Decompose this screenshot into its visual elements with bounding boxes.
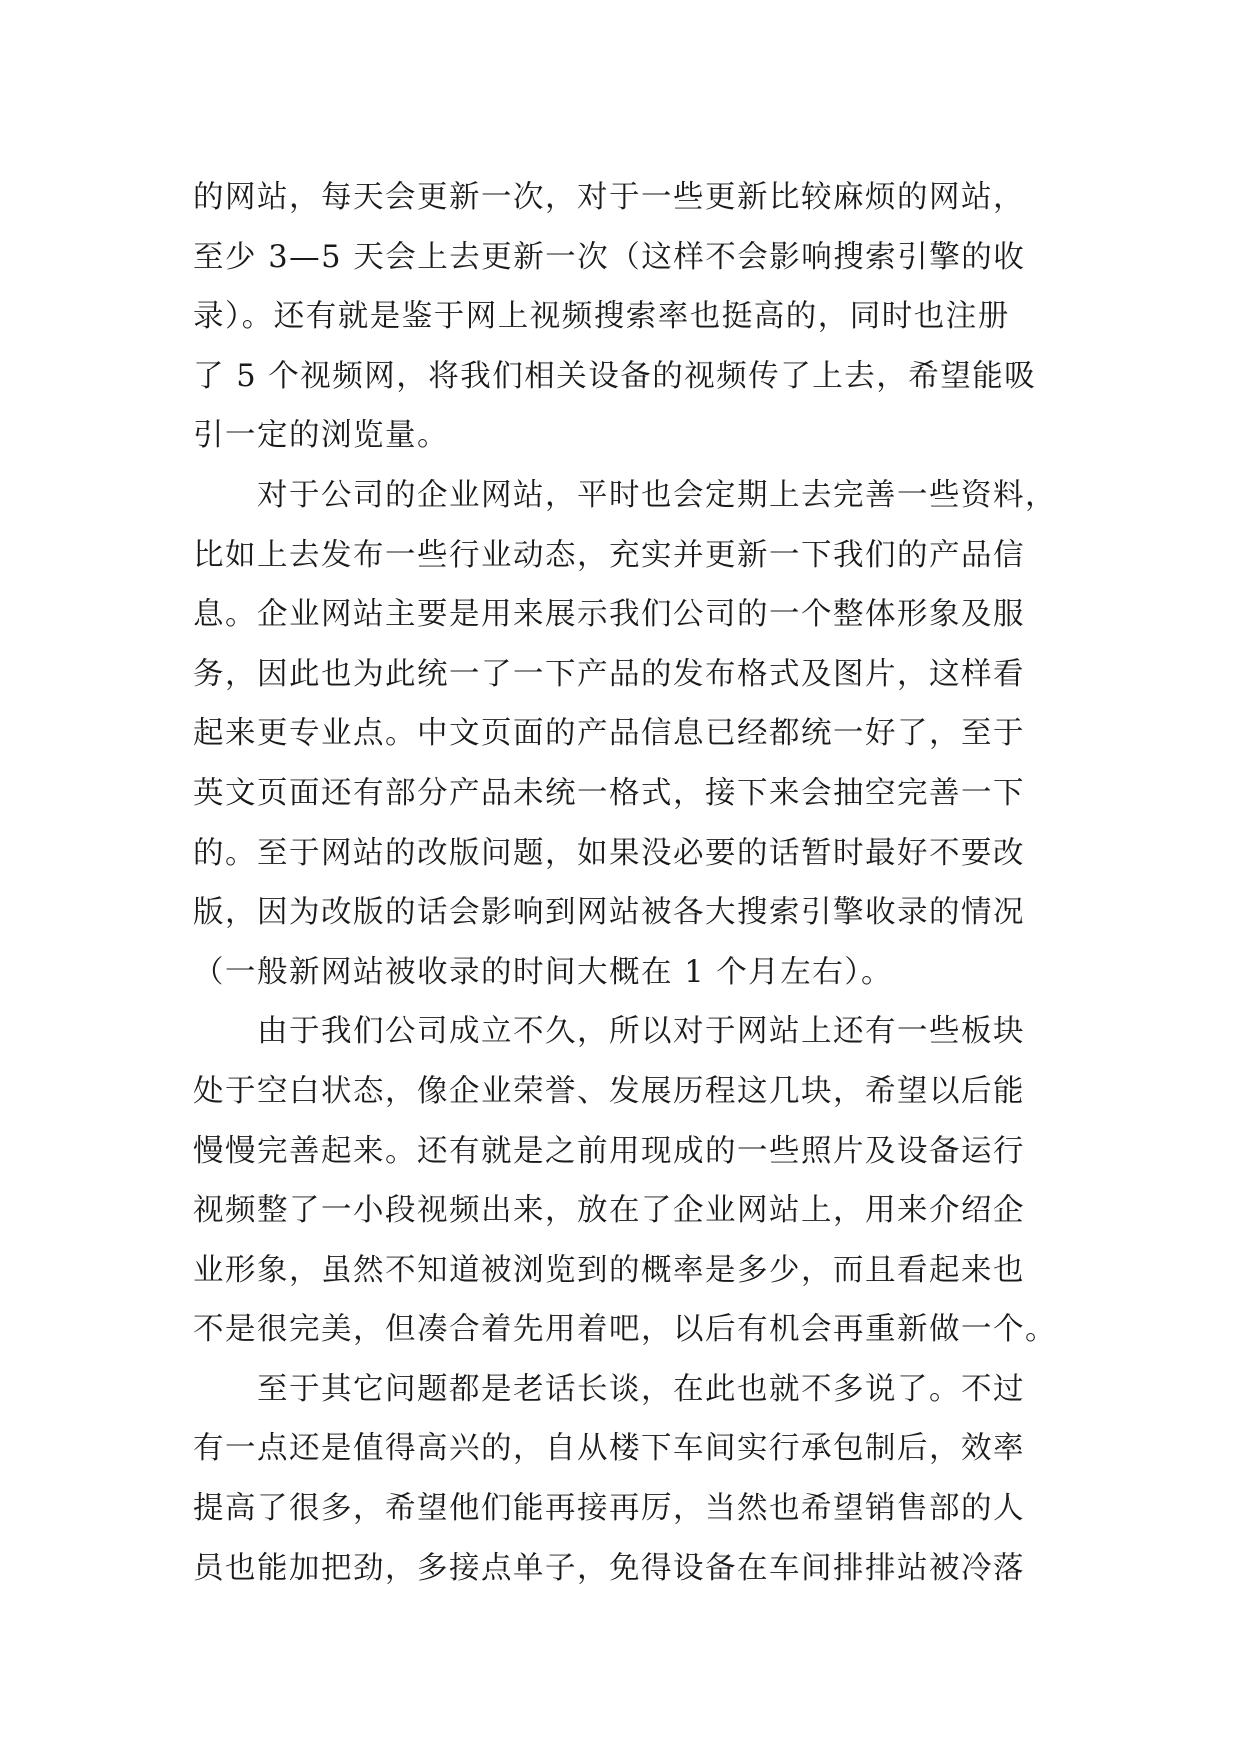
paragraph-start-line: 对于公司的企业网站，平时也会定期上去完善一些资料， xyxy=(257,477,1057,513)
text-line: 有一点还是值得高兴的，自从楼下车间实行承包制后，效率 xyxy=(193,1431,1025,1467)
text-line: 英文页面还有部分产品未统一格式，接下来会抽空完善一下 xyxy=(193,775,1025,811)
text-line: 提高了很多，希望他们能再接再厉，当然也希望销售部的人 xyxy=(193,1491,1025,1527)
text-line: 视频整了一小段视频出来，放在了企业网站上，用来介绍企 xyxy=(193,1193,1025,1229)
text-line: 的。至于网站的改版问题，如果没必要的话暂时最好不要改 xyxy=(193,835,1025,871)
text-line: 录）。还有就是鉴于网上视频搜索率也挺高的，同时也注册 xyxy=(193,299,1010,335)
text-line: 至少 3—5 天会上去更新一次（这样不会影响搜索引擎的收 xyxy=(193,239,1026,275)
body-text xyxy=(193,168,1057,1598)
text-line: 不是很完美，但凑合着先用着吧，以后有机会再重新做一个。 xyxy=(193,1312,1057,1348)
text-line: 比如上去发布一些行业动态，充实并更新一下我们的产品信 xyxy=(193,537,1025,573)
text-line: 息。企业网站主要是用来展示我们公司的一个整体形象及服 xyxy=(193,597,1025,633)
text-line: 版，因为改版的话会影响到网站被各大搜索引擎收录的情况 xyxy=(193,895,1025,931)
text-line: 的网站，每天会更新一次，对于一些更新比较麻烦的网站， xyxy=(193,180,1025,215)
text-line: （一般新网站被收录的时间大概在 1 个月左右）。 xyxy=(193,954,894,990)
text-line: 起来更专业点。中文页面的产品信息已经都统一好了，至于 xyxy=(193,716,1025,752)
text-line: 慢慢完善起来。还有就是之前用现成的一些照片及设备运行 xyxy=(193,1133,1025,1169)
paragraph-start-line: 由于我们公司成立不久，所以对于网站上还有一些板块 xyxy=(257,1014,1025,1050)
text-line: 业形象，虽然不知道被浏览到的概率是多少，而且看起来也 xyxy=(193,1252,1025,1288)
paragraph-start-line: 至于其它问题都是老话长谈，在此也就不多说了。不过 xyxy=(257,1371,1025,1407)
text-line: 处于空白状态，像企业荣誉、发展历程这几块，希望以后能 xyxy=(193,1073,1025,1109)
text-line: 引一定的浏览量。 xyxy=(193,418,449,454)
text-line: 务，因此也为此统一了一下产品的发布格式及图片，这样看 xyxy=(193,656,1025,692)
text-line: 员也能加把劲，多接点单子，免得设备在车间排排站被冷落 xyxy=(193,1550,1025,1586)
text-line: 了 5 个视频网，将我们相关设备的视频传了上去，希望能吸 xyxy=(193,358,1037,394)
